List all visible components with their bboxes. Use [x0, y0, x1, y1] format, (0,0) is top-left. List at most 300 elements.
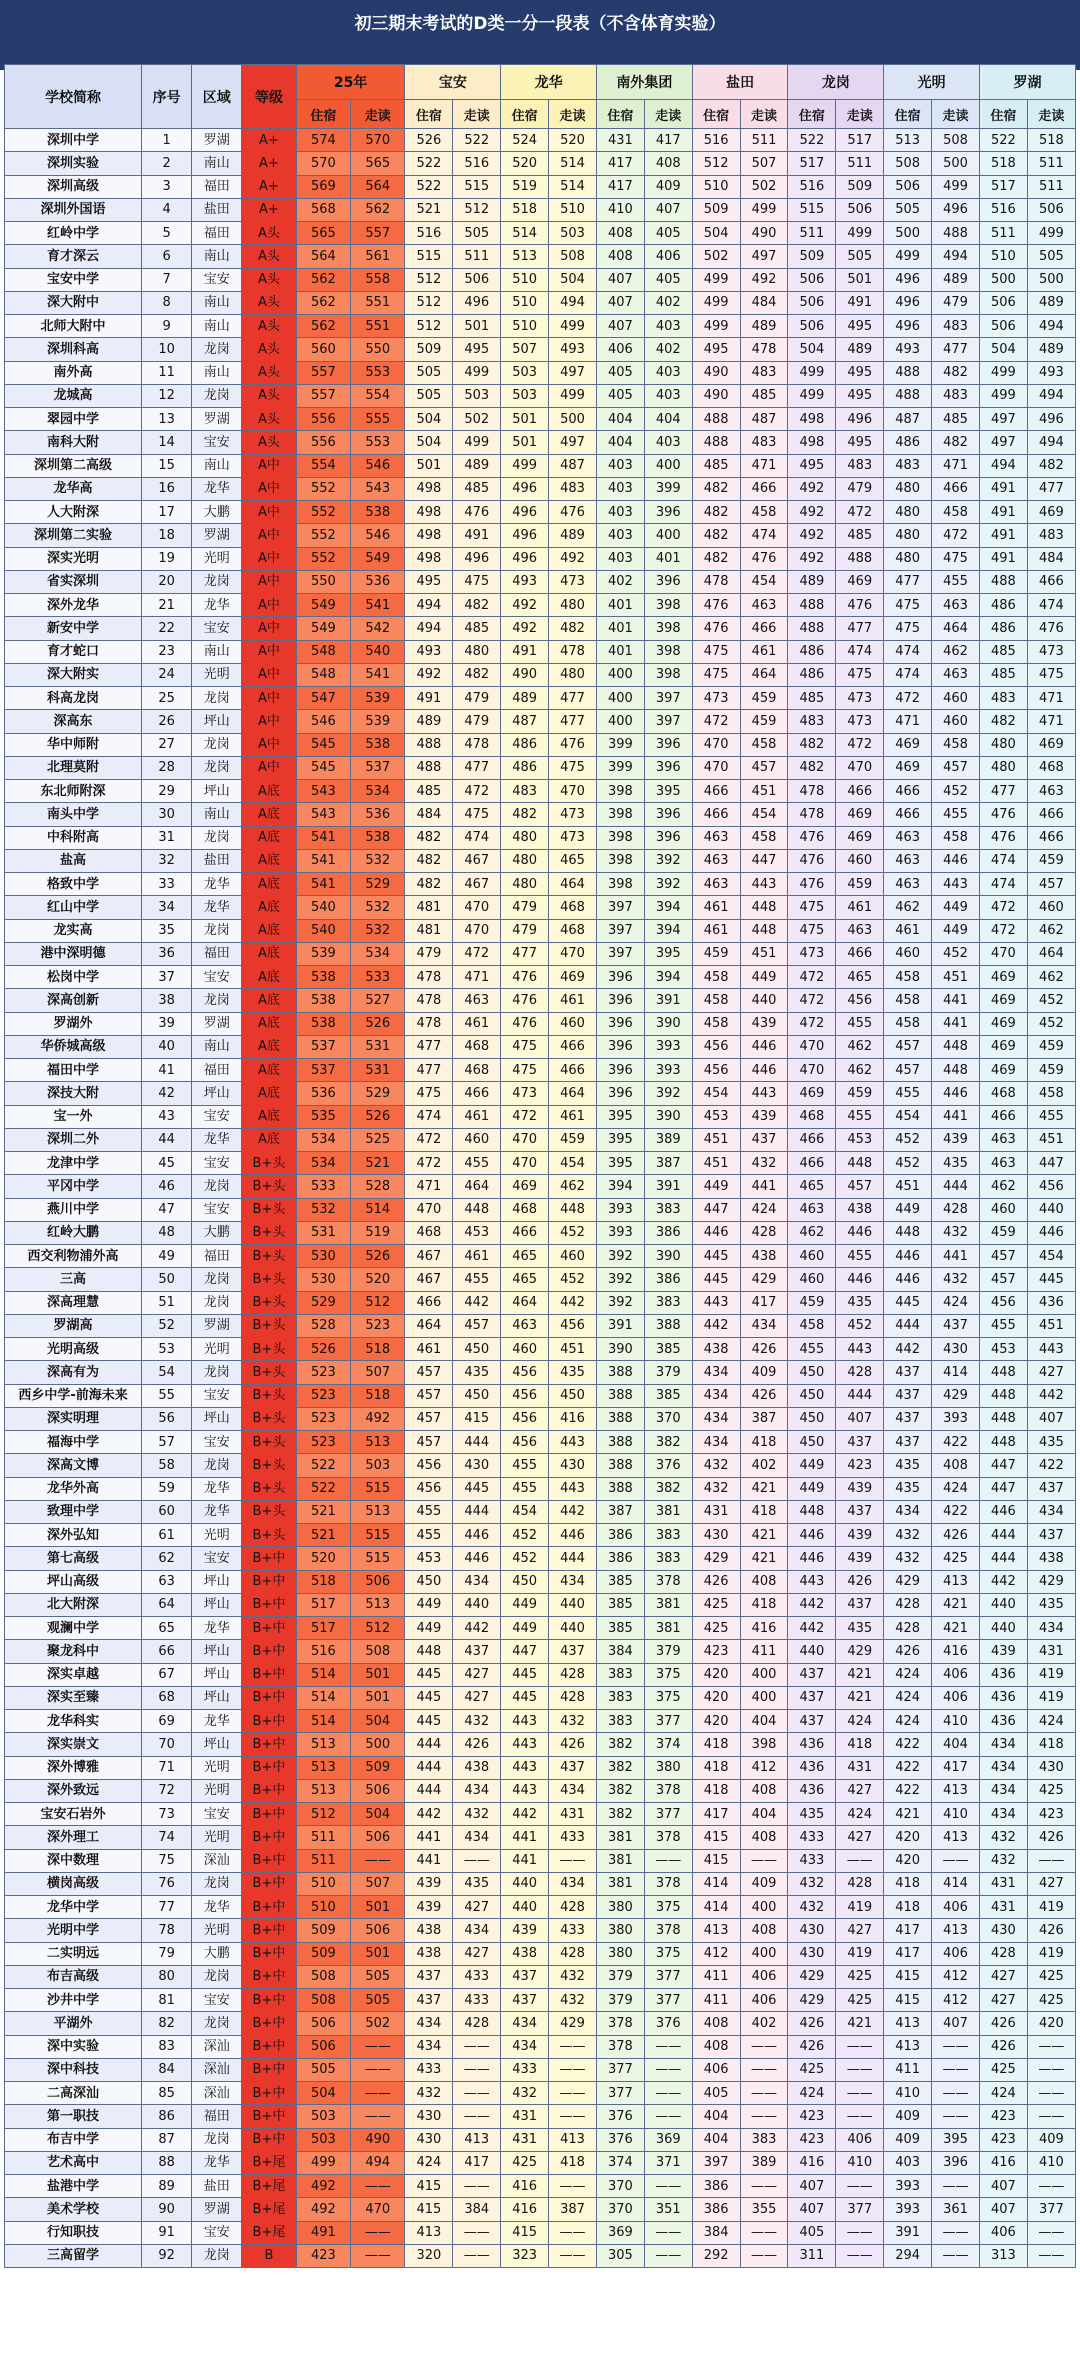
- score-board-cell: 305: [596, 2244, 644, 2267]
- score-board-cell: 507: [501, 338, 549, 361]
- score-day-cell: 403: [644, 384, 692, 407]
- score-board-cell: 500: [884, 222, 932, 245]
- score-board-cell: 396: [596, 1012, 644, 1035]
- score-day-cell: 377: [644, 1803, 692, 1826]
- score-board-cell: 432: [788, 1896, 836, 1919]
- score-day-cell: 446: [549, 1524, 597, 1547]
- score-board-cell: 491: [979, 477, 1027, 500]
- district: 龙华: [192, 2151, 242, 2174]
- score-day-cell: 424: [740, 1198, 788, 1221]
- score-board-cell: 427: [979, 1989, 1027, 2012]
- table-row: [5, 1593, 1076, 1616]
- score-day-cell: 495: [836, 384, 884, 407]
- score-board-cell: 414: [692, 1872, 740, 1895]
- score-day-cell: 469: [836, 570, 884, 593]
- score-day-cell: 451: [740, 780, 788, 803]
- score-board-cell: 475: [788, 919, 836, 942]
- score-board-cell: 496: [884, 291, 932, 314]
- table-row: [5, 1384, 1076, 1407]
- score-board-cell: 475: [501, 1059, 549, 1082]
- table-body: [5, 129, 1076, 2268]
- table-row: [5, 1035, 1076, 1058]
- score-board-cell: 498: [405, 524, 453, 547]
- score-day-cell: 425: [1027, 1779, 1075, 1802]
- score-board-cell: 380: [596, 1919, 644, 1942]
- score-board-cell: 435: [788, 1803, 836, 1826]
- score-day-cell: 453: [453, 1221, 501, 1244]
- score-day-cell: 427: [453, 1663, 501, 1686]
- score-board-cell: 405: [788, 2221, 836, 2244]
- score-board-cell: 409: [884, 2128, 932, 2151]
- school-name: 深外理工: [5, 1826, 142, 1849]
- district: 坪山: [192, 1733, 242, 1756]
- score-board-cell: 451: [692, 1152, 740, 1175]
- school-name: 格致中学: [5, 873, 142, 896]
- score-day-cell: 404: [740, 1803, 788, 1826]
- score-day-cell: 451: [1027, 1128, 1075, 1151]
- score-2025-board: 543: [296, 803, 350, 826]
- score-board-cell: 517: [979, 175, 1027, 198]
- score-board-cell: 516: [979, 198, 1027, 221]
- score-board-cell: 473: [501, 1082, 549, 1105]
- school-name: 北理莫附: [5, 756, 142, 779]
- district: 大鹏: [192, 1942, 242, 1965]
- score-day-cell: 458: [1027, 1082, 1075, 1105]
- score-board-cell: 437: [884, 1361, 932, 1384]
- row-number: 66: [142, 1640, 192, 1663]
- grade-badge: B+头: [242, 1198, 296, 1221]
- score-day-cell: 470: [836, 756, 884, 779]
- score-2025-day: 494: [351, 2151, 405, 2174]
- table-row: [5, 1942, 1076, 1965]
- row-number: 57: [142, 1431, 192, 1454]
- score-day-cell: 408: [740, 1919, 788, 1942]
- score-day-cell: 417: [932, 1756, 980, 1779]
- score-board-cell: 510: [501, 291, 549, 314]
- score-board-cell: 378: [596, 2035, 644, 2058]
- grade-badge: A中: [242, 547, 296, 570]
- grade-badge: A底: [242, 873, 296, 896]
- score-day-cell: 443: [740, 873, 788, 896]
- score-board-cell: 379: [596, 1965, 644, 1988]
- district: 福田: [192, 175, 242, 198]
- score-day-cell: 381: [644, 1617, 692, 1640]
- score-board-cell: 469: [788, 1082, 836, 1105]
- header-board: 住宿: [884, 100, 932, 129]
- score-board-cell: 432: [979, 1849, 1027, 1872]
- school-name: 第一职技: [5, 2105, 142, 2128]
- score-day-cell: 406: [644, 245, 692, 268]
- score-board-cell: 472: [788, 989, 836, 1012]
- score-day-cell: 501: [453, 315, 501, 338]
- score-day-cell: 407: [644, 198, 692, 221]
- score-day-cell: 467: [453, 849, 501, 872]
- table-row: [5, 2151, 1076, 2174]
- row-number: 92: [142, 2244, 192, 2267]
- score-board-cell: 480: [884, 477, 932, 500]
- row-number: 37: [142, 966, 192, 989]
- score-2025-board: 533: [296, 1175, 350, 1198]
- score-day-cell: 489: [1027, 338, 1075, 361]
- score-board-cell: 410: [596, 198, 644, 221]
- score-day-cell: 458: [740, 733, 788, 756]
- table-row: [5, 1919, 1076, 1942]
- score-day-cell: 396: [644, 756, 692, 779]
- score-2025-day: 506: [351, 1779, 405, 1802]
- score-board-cell: 445: [405, 1663, 453, 1686]
- score-board-cell: 455: [405, 1500, 453, 1523]
- score-board-cell: 313: [979, 2244, 1027, 2267]
- score-day-cell: 466: [453, 1082, 501, 1105]
- district: 南山: [192, 640, 242, 663]
- score-day-cell: 413: [932, 1919, 980, 1942]
- score-board-cell: 501: [501, 431, 549, 454]
- score-day-cell: 393: [644, 1059, 692, 1082]
- score-day-cell: 500: [932, 152, 980, 175]
- score-day-cell: 488: [836, 547, 884, 570]
- score-day-cell: 400: [740, 1942, 788, 1965]
- district: 宝安: [192, 1384, 242, 1407]
- table-row: [5, 1175, 1076, 1198]
- score-board-cell: 397: [596, 919, 644, 942]
- score-day-cell: 478: [549, 640, 597, 663]
- score-2025-day: 532: [351, 919, 405, 942]
- score-board-cell: 417: [596, 152, 644, 175]
- score-day-cell: 476: [836, 594, 884, 617]
- score-board-cell: 497: [979, 431, 1027, 454]
- school-name: 北师大附中: [5, 315, 142, 338]
- score-board-cell: 476: [501, 1012, 549, 1035]
- score-board-cell: 442: [405, 1803, 453, 1826]
- score-day-cell: 421: [740, 1477, 788, 1500]
- score-board-cell: 506: [788, 268, 836, 291]
- score-board-cell: 508: [884, 152, 932, 175]
- score-2025-board: 523: [296, 1361, 350, 1384]
- grade-badge: B+头: [242, 1245, 296, 1268]
- school-name: 深实至臻: [5, 1686, 142, 1709]
- score-day-cell: 459: [1027, 849, 1075, 872]
- score-board-cell: 311: [788, 2244, 836, 2267]
- score-board-cell: 437: [884, 1407, 932, 1430]
- row-number: 29: [142, 780, 192, 803]
- table-row: [5, 2175, 1076, 2198]
- grade-badge: B+头: [242, 1431, 296, 1454]
- school-name: 罗湖外: [5, 1012, 142, 1035]
- score-board-cell: 488: [788, 594, 836, 617]
- school-name: 深中科技: [5, 2058, 142, 2081]
- row-number: 20: [142, 570, 192, 593]
- score-board-cell: 385: [596, 1593, 644, 1616]
- score-day-cell: 480: [549, 663, 597, 686]
- score-board-cell: 460: [884, 942, 932, 965]
- score-day-cell: 474: [1027, 594, 1075, 617]
- score-board-cell: 418: [692, 1756, 740, 1779]
- score-board-cell: 456: [405, 1477, 453, 1500]
- row-number: 91: [142, 2221, 192, 2244]
- table-row: [5, 384, 1076, 407]
- grade-badge: B+尾: [242, 2151, 296, 2174]
- row-number: 46: [142, 1175, 192, 1198]
- score-day-cell: 396: [644, 826, 692, 849]
- score-board-cell: 463: [692, 849, 740, 872]
- score-2025-day: 512: [351, 1617, 405, 1640]
- score-board-cell: 475: [405, 1082, 453, 1105]
- score-2025-board: 546: [296, 710, 350, 733]
- grade-badge: A底: [242, 826, 296, 849]
- score-day-cell: 408: [644, 152, 692, 175]
- score-day-cell: 462: [932, 640, 980, 663]
- score-day-cell: 421: [836, 1663, 884, 1686]
- score-board-cell: 398: [596, 849, 644, 872]
- row-number: 10: [142, 338, 192, 361]
- score-day-cell: 485: [836, 524, 884, 547]
- table-row: [5, 1454, 1076, 1477]
- score-2025-board: 506: [296, 2012, 350, 2035]
- score-day-cell: 468: [549, 896, 597, 919]
- table-row: [5, 1640, 1076, 1663]
- row-number: 16: [142, 477, 192, 500]
- grade-badge: A头: [242, 222, 296, 245]
- score-day-cell: ——: [836, 1849, 884, 1872]
- row-number: 48: [142, 1221, 192, 1244]
- table-row: [5, 1779, 1076, 1802]
- score-day-cell: 406: [932, 1663, 980, 1686]
- score-board-cell: 495: [692, 338, 740, 361]
- score-day-cell: ——: [740, 2244, 788, 2267]
- score-board-cell: 474: [979, 873, 1027, 896]
- score-2025-day: 538: [351, 826, 405, 849]
- score-board-cell: 517: [788, 152, 836, 175]
- score-day-cell: 375: [644, 1686, 692, 1709]
- score-day-cell: ——: [644, 2035, 692, 2058]
- score-day-cell: 452: [836, 1314, 884, 1337]
- score-board-cell: 495: [788, 454, 836, 477]
- row-number: 67: [142, 1663, 192, 1686]
- score-day-cell: 506: [836, 198, 884, 221]
- header-day: 走读: [1027, 100, 1075, 129]
- score-board-cell: 436: [979, 1686, 1027, 1709]
- score-day-cell: 462: [836, 1059, 884, 1082]
- score-day-cell: ——: [836, 2244, 884, 2267]
- score-day-cell: 466: [1027, 826, 1075, 849]
- score-board-cell: 457: [884, 1059, 932, 1082]
- score-board-cell: 515: [788, 198, 836, 221]
- score-day-cell: 434: [453, 1919, 501, 1942]
- score-2025-board: 552: [296, 501, 350, 524]
- score-board-cell: 448: [884, 1221, 932, 1244]
- district: 龙华: [192, 873, 242, 896]
- score-board-cell: 524: [501, 129, 549, 152]
- score-day-cell: 375: [644, 1942, 692, 1965]
- score-2025-board: 538: [296, 1012, 350, 1035]
- score-board-cell: 442: [788, 1593, 836, 1616]
- score-day-cell: 426: [836, 1570, 884, 1593]
- score-2025-day: 523: [351, 1314, 405, 1337]
- score-day-cell: 511: [836, 152, 884, 175]
- score-board-cell: 472: [405, 1152, 453, 1175]
- score-day-cell: 410: [932, 1710, 980, 1733]
- score-board-cell: 476: [979, 803, 1027, 826]
- score-2025-day: 525: [351, 1128, 405, 1151]
- score-2025-board: 556: [296, 408, 350, 431]
- score-board-cell: 415: [405, 2175, 453, 2198]
- score-board-cell: 451: [692, 1128, 740, 1151]
- score-day-cell: 392: [644, 1082, 692, 1105]
- score-day-cell: 453: [836, 1128, 884, 1151]
- table-row: [5, 1407, 1076, 1430]
- score-day-cell: 395: [644, 780, 692, 803]
- row-number: 87: [142, 2128, 192, 2151]
- score-day-cell: 425: [932, 1547, 980, 1570]
- score-board-cell: 445: [692, 1245, 740, 1268]
- score-board-cell: 386: [596, 1547, 644, 1570]
- score-day-cell: 412: [740, 1756, 788, 1779]
- table-row: [5, 710, 1076, 733]
- score-2025-board: 503: [296, 2105, 350, 2128]
- score-day-cell: 459: [1027, 1035, 1075, 1058]
- score-day-cell: 438: [836, 1198, 884, 1221]
- score-board-cell: 437: [405, 1989, 453, 2012]
- district: 大鹏: [192, 501, 242, 524]
- score-day-cell: 451: [932, 966, 980, 989]
- score-board-cell: 492: [788, 547, 836, 570]
- table-row: [5, 1965, 1076, 1988]
- score-board-cell: 400: [596, 710, 644, 733]
- score-day-cell: 400: [740, 1686, 788, 1709]
- grade-badge: B+中: [242, 1617, 296, 1640]
- score-day-cell: 494: [932, 245, 980, 268]
- score-board-cell: 408: [692, 2035, 740, 2058]
- header-board: 住宿: [501, 100, 549, 129]
- school-name: 艺术高中: [5, 2151, 142, 2174]
- score-day-cell: 463: [1027, 780, 1075, 803]
- grade-badge: B+中: [242, 1640, 296, 1663]
- score-day-cell: 413: [453, 2128, 501, 2151]
- score-board-cell: 434: [692, 1384, 740, 1407]
- score-2025-board: 511: [296, 1849, 350, 1872]
- row-number: 50: [142, 1268, 192, 1291]
- score-day-cell: 478: [453, 733, 501, 756]
- grade-badge: A头: [242, 268, 296, 291]
- score-day-cell: ——: [932, 2082, 980, 2105]
- score-day-cell: 450: [453, 1338, 501, 1361]
- score-day-cell: 434: [453, 1826, 501, 1849]
- score-board-cell: 430: [405, 2128, 453, 2151]
- row-number: 40: [142, 1035, 192, 1058]
- district: 深汕: [192, 2058, 242, 2081]
- score-2025-day: 501: [351, 1686, 405, 1709]
- score-board-cell: 447: [979, 1454, 1027, 1477]
- score-day-cell: 383: [644, 1291, 692, 1314]
- score-board-cell: 474: [405, 1105, 453, 1128]
- score-board-cell: 458: [884, 1012, 932, 1035]
- score-board-cell: 503: [501, 384, 549, 407]
- score-board-cell: 323: [501, 2244, 549, 2267]
- score-board-cell: 457: [405, 1384, 453, 1407]
- row-number: 55: [142, 1384, 192, 1407]
- score-board-cell: 383: [596, 1710, 644, 1733]
- score-2025-board: 570: [296, 152, 350, 175]
- score-board-cell: 448: [979, 1384, 1027, 1407]
- score-board-cell: 511: [979, 222, 1027, 245]
- score-board-cell: 450: [788, 1407, 836, 1430]
- score-board-cell: 445: [692, 1268, 740, 1291]
- score-2025-day: 508: [351, 1640, 405, 1663]
- score-day-cell: 440: [549, 1617, 597, 1640]
- score-day-cell: 463: [932, 663, 980, 686]
- score-day-cell: ——: [932, 2244, 980, 2267]
- score-board-cell: 460: [979, 1198, 1027, 1221]
- grade-badge: B+头: [242, 1524, 296, 1547]
- score-board-cell: 428: [979, 1942, 1027, 1965]
- score-2025-board: 538: [296, 989, 350, 1012]
- table-row: [5, 1012, 1076, 1035]
- score-board-cell: 472: [788, 966, 836, 989]
- score-day-cell: 426: [453, 1733, 501, 1756]
- row-number: 64: [142, 1593, 192, 1616]
- score-2025-board: 526: [296, 1338, 350, 1361]
- score-day-cell: 483: [932, 315, 980, 338]
- score-day-cell: 446: [740, 1035, 788, 1058]
- table-row: [5, 1477, 1076, 1500]
- score-board-cell: 395: [596, 1128, 644, 1151]
- row-number: 84: [142, 2058, 192, 2081]
- score-day-cell: 507: [740, 152, 788, 175]
- score-day-cell: 406: [932, 1896, 980, 1919]
- score-day-cell: 419: [1027, 1942, 1075, 1965]
- score-day-cell: 447: [1027, 1152, 1075, 1175]
- table-row: [5, 1756, 1076, 1779]
- row-number: 68: [142, 1686, 192, 1709]
- score-board-cell: 461: [692, 896, 740, 919]
- grade-badge: B+尾: [242, 2175, 296, 2198]
- score-2025-board: 521: [296, 1500, 350, 1523]
- score-day-cell: 396: [644, 570, 692, 593]
- row-number: 47: [142, 1198, 192, 1221]
- score-day-cell: 469: [1027, 501, 1075, 524]
- score-board-cell: 482: [692, 524, 740, 547]
- district: 南山: [192, 361, 242, 384]
- score-day-cell: 402: [644, 291, 692, 314]
- score-board-cell: 406: [596, 338, 644, 361]
- score-board-cell: 437: [788, 1710, 836, 1733]
- score-day-cell: 424: [1027, 1710, 1075, 1733]
- school-name: 深外弘知: [5, 1524, 142, 1547]
- header-board: 住宿: [979, 100, 1027, 129]
- score-day-cell: 454: [740, 570, 788, 593]
- score-board-cell: 426: [979, 2012, 1027, 2035]
- score-board-cell: 434: [692, 1431, 740, 1454]
- grade-badge: B+中: [242, 2128, 296, 2151]
- score-board-cell: 480: [884, 547, 932, 570]
- school-name: 西乡中学-前海未来: [5, 1384, 142, 1407]
- score-board-cell: 470: [501, 1152, 549, 1175]
- grade-badge: B+中: [242, 2058, 296, 2081]
- score-2025-day: 521: [351, 1152, 405, 1175]
- score-board-cell: 452: [501, 1547, 549, 1570]
- score-board-cell: 510: [501, 315, 549, 338]
- score-board-cell: 374: [596, 2151, 644, 2174]
- score-board-cell: 462: [979, 1175, 1027, 1198]
- score-day-cell: 377: [644, 1989, 692, 2012]
- score-day-cell: 511: [453, 245, 501, 268]
- table-row: [5, 826, 1076, 849]
- score-2025-day: 541: [351, 663, 405, 686]
- school-name: 光明中学: [5, 1919, 142, 1942]
- score-day-cell: 432: [549, 1710, 597, 1733]
- score-board-cell: 458: [788, 1314, 836, 1337]
- score-board-cell: 418: [692, 1733, 740, 1756]
